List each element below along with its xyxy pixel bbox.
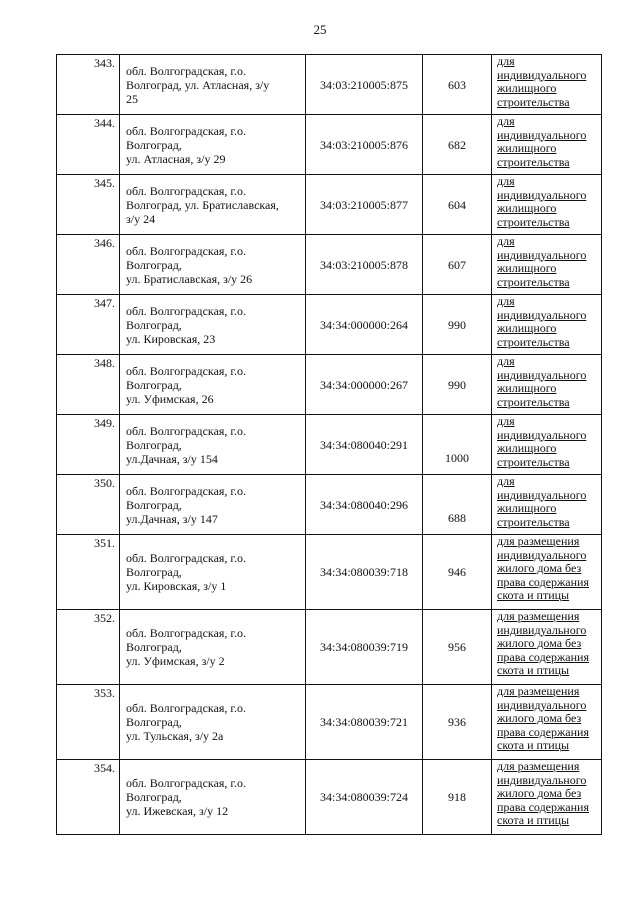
row-number: 351. — [57, 535, 120, 610]
address-line: обл. Волгоградская, г.о. — [126, 551, 246, 565]
permitted-use-cell — [492, 115, 602, 175]
address-line: ул. Уфимская, 26 — [126, 391, 214, 406]
permitted-use-line: жилищного — [497, 261, 557, 275]
table-row — [57, 55, 602, 115]
area-value: 918 — [423, 760, 492, 835]
cadastral-number: 34:34:080039:721 — [306, 685, 423, 760]
cadastral-number: 34:34:080039:719 — [306, 610, 423, 685]
address-line: ул.Дачная, з/у 147 — [126, 511, 218, 526]
address-cell — [120, 115, 306, 175]
table-row — [57, 115, 602, 175]
address-line: ул. Уфимская, з/у 2 — [126, 654, 225, 668]
area-value: 946 — [423, 535, 492, 610]
address-cell — [120, 355, 306, 415]
table-row — [57, 415, 602, 475]
address-line: обл. Волгоградская, г.о. — [126, 123, 246, 138]
permitted-use-line: жилого дома без — [497, 561, 582, 575]
permitted-use-line: индивидуального — [497, 487, 587, 502]
address-cell — [120, 175, 306, 235]
area-value: 990 — [423, 295, 492, 355]
area-value: 936 — [423, 685, 492, 760]
permitted-use-line: для размещения — [497, 684, 580, 698]
permitted-use-cell — [492, 355, 602, 415]
permitted-use-line: строительства — [497, 214, 570, 229]
cadastral-number: 34:34:080039:724 — [306, 760, 423, 835]
permitted-use-line: строительства — [497, 514, 570, 529]
address-line: ул. Кировская, 23 — [126, 331, 216, 346]
area-value: 682 — [423, 115, 492, 175]
permitted-use-line: скота и птицы — [497, 663, 570, 677]
row-number: 354. — [57, 760, 120, 835]
cadastral-number: 34:34:080040:296 — [306, 475, 423, 535]
table-row — [57, 235, 602, 295]
permitted-use-line: индивидуального — [497, 547, 587, 562]
address-line: Волгоград, ул. Братиславская, — [126, 197, 279, 212]
cadastral-number: 34:03:210005:877 — [306, 175, 423, 235]
address-line: ул. Кировская, з/у 1 — [126, 579, 227, 593]
permitted-use-cell — [492, 175, 602, 235]
address-line: обл. Волгоградская, г.о. — [126, 183, 246, 198]
area-value: 956 — [423, 610, 492, 685]
address-cell — [120, 295, 306, 355]
row-number: 353. — [57, 685, 120, 760]
permitted-use-cell — [492, 415, 602, 475]
permitted-use-line: индивидуального — [497, 697, 587, 712]
permitted-use-line: жилого дома без — [497, 786, 582, 800]
permitted-use-line: строительства — [497, 154, 570, 169]
permitted-use-cell — [492, 760, 602, 835]
address-line: Волгоград, — [126, 377, 182, 392]
permitted-use-line: индивидуального — [497, 247, 587, 262]
permitted-use-line: жилищного — [497, 501, 557, 515]
address-line: Волгоград, ул. Атласная, з/у — [126, 77, 270, 92]
permitted-use-line: индивидуального — [497, 772, 587, 787]
row-number: 344. — [57, 115, 120, 175]
table-row — [57, 475, 602, 535]
address-line: обл. Волгоградская, г.о. — [126, 363, 246, 378]
address-line: Волгоград, — [126, 790, 182, 804]
address-line: обл. Волгоградская, г.о. — [126, 776, 246, 790]
address-line: ул. Тульская, з/у 2а — [126, 729, 224, 743]
permitted-use-cell — [492, 295, 602, 355]
permitted-use-line: жилищного — [497, 141, 557, 155]
permitted-use-line: права содержания — [497, 799, 589, 814]
row-number: 350. — [57, 475, 120, 535]
row-number: 343. — [57, 55, 120, 115]
area-value: 990 — [423, 355, 492, 415]
cadastral-number: 34:34:080040:291 — [306, 415, 423, 475]
permitted-use-line: для — [497, 54, 515, 68]
permitted-use-line: для — [497, 234, 515, 248]
cadastral-number: 34:34:000000:267 — [306, 355, 423, 415]
table-row — [57, 535, 602, 610]
permitted-use-line: для размещения — [497, 609, 580, 623]
address-cell — [120, 235, 306, 295]
area-value: 603 — [423, 55, 492, 115]
address-line: обл. Волгоградская, г.о. — [126, 701, 246, 715]
address-line: обл. Волгоградская, г.о. — [126, 63, 246, 78]
permitted-use-line: для размещения — [497, 534, 580, 548]
permitted-use-line: права содержания — [497, 574, 589, 589]
row-number: 349. — [57, 415, 120, 475]
address-cell — [120, 475, 306, 535]
address-cell — [120, 55, 306, 115]
cadastral-number: 34:34:080039:718 — [306, 535, 423, 610]
address-line: Волгоград, — [126, 640, 182, 654]
area-value: 1000 — [423, 415, 492, 475]
permitted-use-cell — [492, 475, 602, 535]
page-number: 25 — [313, 22, 327, 37]
permitted-use-cell — [492, 535, 602, 610]
permitted-use-line: скота и птицы — [497, 738, 570, 752]
address-line: ул. Братиславская, з/у 26 — [126, 271, 253, 286]
area-value: 607 — [423, 235, 492, 295]
land-plots-table — [56, 54, 602, 835]
address-cell — [120, 685, 306, 760]
address-line: обл. Волгоградская, г.о. — [126, 483, 246, 498]
address-cell — [120, 535, 306, 610]
address-line: ул.Дачная, з/у 154 — [126, 451, 218, 466]
address-line: обл. Волгоградская, г.о. — [126, 423, 246, 438]
permitted-use-line: строительства — [497, 274, 570, 289]
permitted-use-line: для — [497, 294, 515, 308]
cadastral-number: 34:34:000000:264 — [306, 295, 423, 355]
address-line: Волгоград, — [126, 715, 182, 729]
area-value: 688 — [423, 475, 492, 535]
permitted-use-line: жилищного — [497, 201, 557, 215]
address-line: Волгоград, — [126, 565, 182, 579]
address-cell — [120, 610, 306, 685]
table-row — [57, 685, 602, 760]
row-number: 348. — [57, 355, 120, 415]
permitted-use-line: для — [497, 174, 515, 188]
cadastral-number: 34:03:210005:875 — [306, 55, 423, 115]
permitted-use-line: индивидуального — [497, 187, 587, 202]
permitted-use-line: права содержания — [497, 649, 589, 664]
permitted-use-line: жилищного — [497, 321, 557, 335]
row-number: 352. — [57, 610, 120, 685]
table-row — [57, 610, 602, 685]
table-row — [57, 355, 602, 415]
address-line: ул. Ижевская, з/у 12 — [126, 804, 229, 818]
permitted-use-line: жилищного — [497, 381, 557, 395]
permitted-use-line: индивидуального — [497, 367, 587, 382]
cadastral-number: 34:03:210005:878 — [306, 235, 423, 295]
address-line: Волгоград, — [126, 137, 182, 152]
address-line: ул. Атласная, з/у 29 — [126, 151, 226, 166]
permitted-use-line: скота и птицы — [497, 588, 570, 602]
table-row — [57, 760, 602, 835]
address-line: Волгоград, — [126, 317, 182, 332]
address-line: Волгоград, — [126, 497, 182, 512]
row-number: 347. — [57, 295, 120, 355]
permitted-use-line: индивидуального — [497, 427, 587, 442]
address-line: обл. Волгоградская, г.о. — [126, 303, 246, 318]
address-cell — [120, 760, 306, 835]
cadastral-number: 34:03:210005:876 — [306, 115, 423, 175]
permitted-use-line: жилищного — [497, 441, 557, 455]
area-value: 604 — [423, 175, 492, 235]
address-line: обл. Волгоградская, г.о. — [126, 626, 246, 640]
permitted-use-line: индивидуального — [497, 127, 587, 142]
permitted-use-line: для — [497, 414, 515, 428]
permitted-use-line: для — [497, 354, 515, 368]
address-line: 25 — [126, 91, 138, 106]
permitted-use-line: индивидуального — [497, 622, 587, 637]
permitted-use-line: права содержания — [497, 724, 589, 739]
permitted-use-line: строительства — [497, 394, 570, 409]
permitted-use-cell — [492, 685, 602, 760]
address-line: з/у 24 — [126, 211, 156, 226]
permitted-use-cell — [492, 235, 602, 295]
permitted-use-line: для — [497, 474, 515, 488]
address-line: Волгоград, — [126, 257, 182, 272]
permitted-use-cell — [492, 610, 602, 685]
permitted-use-cell — [492, 55, 602, 115]
permitted-use-line: для — [497, 114, 515, 128]
permitted-use-line: строительства — [497, 94, 570, 109]
permitted-use-line: индивидуального — [497, 307, 587, 322]
permitted-use-line: для размещения — [497, 759, 580, 773]
permitted-use-line: жилого дома без — [497, 636, 582, 650]
row-number: 345. — [57, 175, 120, 235]
address-line: Волгоград, — [126, 437, 182, 452]
permitted-use-line: жилого дома без — [497, 711, 582, 725]
permitted-use-line: скота и птицы — [497, 813, 570, 827]
address-cell — [120, 415, 306, 475]
permitted-use-line: строительства — [497, 334, 570, 349]
row-number: 346. — [57, 235, 120, 295]
permitted-use-line: индивидуального — [497, 67, 587, 82]
permitted-use-line: строительства — [497, 454, 570, 469]
permitted-use-line: жилищного — [497, 81, 557, 95]
table-row — [57, 175, 602, 235]
address-line: обл. Волгоградская, г.о. — [126, 243, 246, 258]
table-row — [57, 295, 602, 355]
